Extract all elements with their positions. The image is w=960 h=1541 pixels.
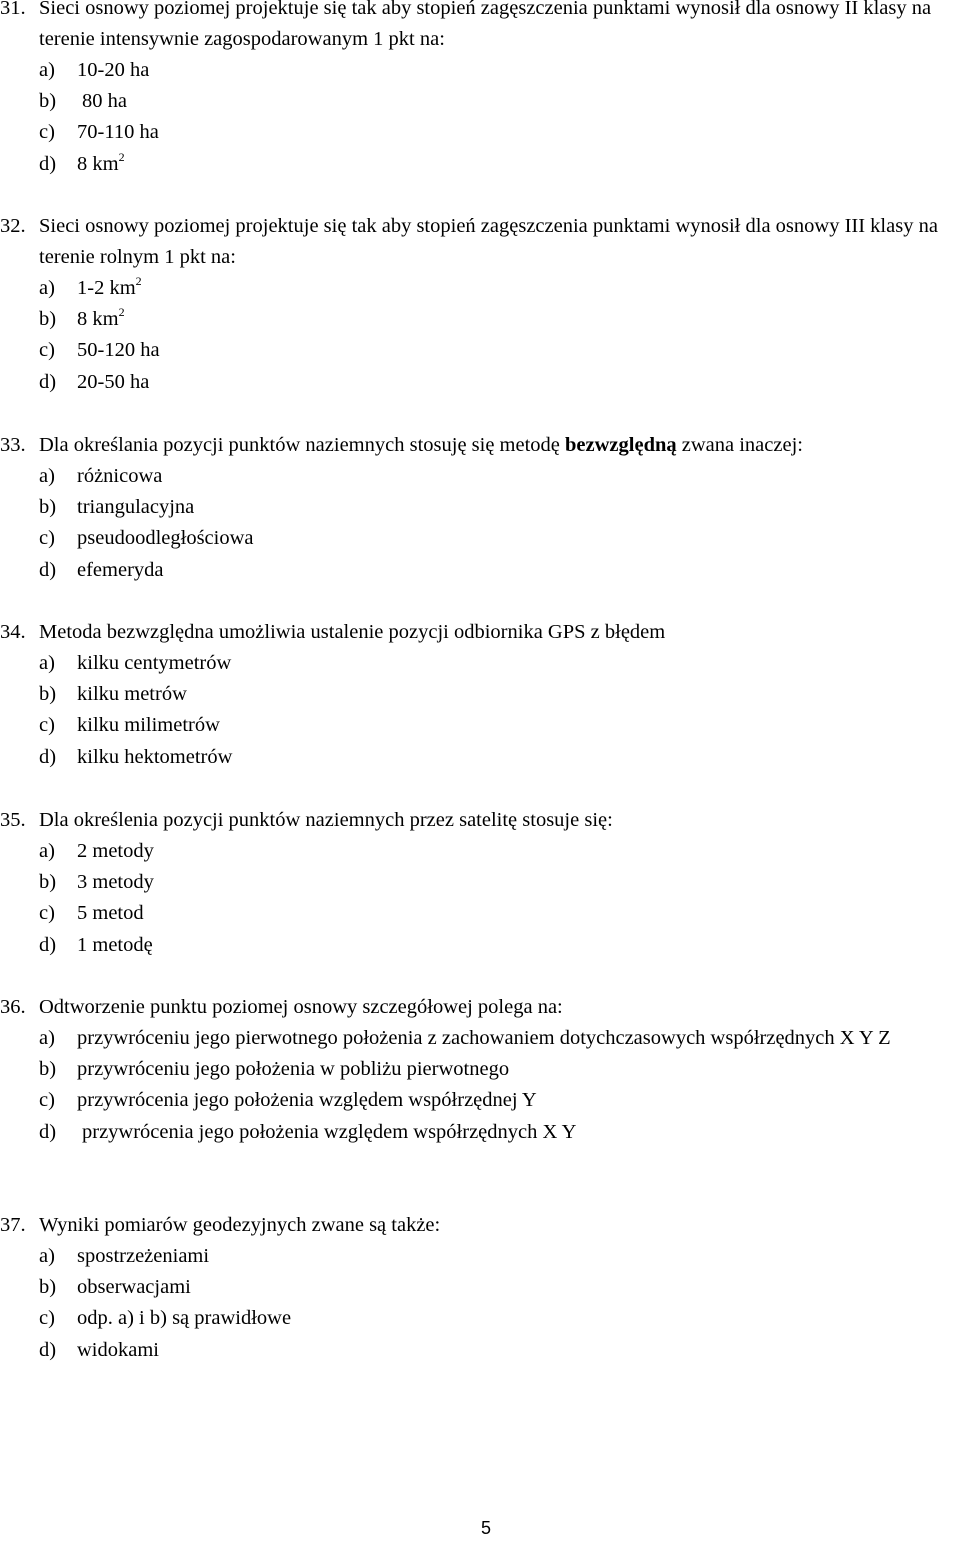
option-letter: d) bbox=[39, 933, 57, 956]
answer-options bbox=[0, 648, 960, 773]
question-number: 35. bbox=[0, 809, 26, 831]
option-text: widokami bbox=[77, 1338, 159, 1361]
option-a bbox=[0, 55, 960, 86]
question-number: 37. bbox=[0, 1214, 26, 1236]
option-letter: c) bbox=[39, 121, 55, 144]
question-35 bbox=[0, 805, 960, 961]
option-c bbox=[0, 335, 960, 366]
option-text: 10-20 ha bbox=[77, 59, 150, 81]
question-text: Wyniki pomiarów geodezyjnych zwane są także: bbox=[39, 1214, 441, 1236]
option-b bbox=[0, 1054, 960, 1085]
option-c bbox=[0, 523, 960, 554]
option-letter: b) bbox=[39, 496, 57, 519]
option-letter: d) bbox=[39, 745, 57, 768]
option-c bbox=[0, 898, 960, 929]
option-letter: c) bbox=[39, 527, 55, 550]
option-letter: c) bbox=[39, 714, 55, 737]
question-number: 36. bbox=[0, 996, 26, 1018]
option-letter: d) bbox=[39, 558, 57, 581]
option-b bbox=[0, 304, 960, 335]
answer-options bbox=[0, 461, 960, 586]
option-letter: d) bbox=[39, 1338, 57, 1361]
option-text: 8 km bbox=[77, 308, 119, 331]
question-number: 31. bbox=[0, 0, 26, 19]
option-text: efemeryda bbox=[77, 558, 164, 581]
option-d bbox=[0, 930, 960, 961]
option-b bbox=[0, 86, 960, 117]
option-letter: b) bbox=[39, 1058, 57, 1081]
option-b bbox=[0, 492, 960, 523]
option-text: kilku centymetrów bbox=[77, 652, 232, 674]
question-text: Metoda bezwzględna umożliwia ustalenie pozycji odbiornika GPS z błędem bbox=[39, 621, 666, 643]
question-34 bbox=[0, 617, 960, 773]
option-letter: c) bbox=[39, 1307, 55, 1330]
answer-options bbox=[0, 836, 960, 961]
option-letter: a) bbox=[39, 59, 55, 81]
option-d bbox=[0, 1117, 960, 1148]
option-letter: b) bbox=[39, 683, 57, 706]
option-text: 1 metodę bbox=[77, 933, 153, 956]
answer-options bbox=[0, 1241, 960, 1366]
option-letter: c) bbox=[39, 339, 55, 362]
option-letter: a) bbox=[39, 277, 55, 299]
superscript: 2 bbox=[135, 274, 142, 288]
option-letter: b) bbox=[39, 90, 57, 113]
option-letter: a) bbox=[39, 1027, 55, 1049]
option-text: kilku hektometrów bbox=[77, 745, 233, 768]
superscript: 2 bbox=[118, 149, 125, 164]
option-text: 70-110 ha bbox=[77, 121, 159, 144]
option-a bbox=[0, 461, 960, 492]
question-32 bbox=[0, 211, 960, 398]
emphasized-term: bezwzględną bbox=[565, 434, 677, 456]
option-text: 5 metod bbox=[77, 902, 144, 925]
option-text: 8 km bbox=[77, 152, 119, 175]
superscript: 2 bbox=[118, 305, 125, 320]
question-31 bbox=[0, 0, 960, 180]
question-36 bbox=[0, 992, 960, 1148]
option-text: obserwacjami bbox=[77, 1276, 191, 1299]
answer-options bbox=[0, 1023, 960, 1148]
option-letter: a) bbox=[39, 465, 55, 487]
option-text: pseudoodległościowa bbox=[77, 527, 254, 550]
option-letter: a) bbox=[39, 840, 55, 862]
option-letter: a) bbox=[39, 652, 55, 674]
option-d bbox=[0, 149, 960, 180]
question-text: Sieci osnowy poziomej projektuje się tak aby stopień zagęszczenia punktami wynosił dla osnowy III klasy na terenie rolnym 1 pkt na: bbox=[39, 215, 938, 268]
answer-options bbox=[0, 55, 960, 180]
option-text: 1-2 km bbox=[77, 277, 136, 299]
option-letter: d) bbox=[39, 370, 57, 393]
option-text: 20-50 ha bbox=[77, 370, 150, 393]
option-text: 2 metody bbox=[77, 840, 154, 862]
option-b bbox=[0, 867, 960, 898]
option-b bbox=[0, 1272, 960, 1303]
option-text: triangulacyjna bbox=[77, 496, 195, 519]
question-number: 33. bbox=[0, 434, 26, 456]
option-text: kilku metrów bbox=[77, 683, 187, 706]
option-c bbox=[0, 1085, 960, 1116]
option-a bbox=[0, 1023, 960, 1054]
option-letter: b) bbox=[39, 871, 57, 894]
option-c bbox=[0, 710, 960, 741]
question-text: Odtworzenie punktu poziomej osnowy szczegółowej polega na: bbox=[39, 996, 563, 1018]
option-a bbox=[0, 1241, 960, 1272]
option-text: 80 ha bbox=[82, 90, 127, 113]
option-d bbox=[0, 1335, 960, 1366]
option-letter: b) bbox=[39, 1276, 57, 1299]
option-text: 50-120 ha bbox=[77, 339, 160, 362]
question-text: Dla określania pozycji punktów naziemnych stosuję się metodę bbox=[39, 434, 566, 456]
option-text: przywróceniu jego pierwotnego położenia z zachowaniem dotychczasowych współrzędnych X Y Z bbox=[77, 1027, 891, 1049]
question-text: Dla określenia pozycji punktów naziemnych przez satelitę stosuje się: bbox=[39, 809, 613, 831]
option-letter: d) bbox=[39, 1120, 57, 1143]
option-text: spostrzeżeniami bbox=[77, 1245, 210, 1267]
question-number: 32. bbox=[0, 215, 26, 237]
option-letter: c) bbox=[39, 1089, 55, 1112]
option-d bbox=[0, 367, 960, 398]
option-text: różnicowa bbox=[77, 465, 163, 487]
option-letter: d) bbox=[39, 152, 57, 175]
option-text: kilku milimetrów bbox=[77, 714, 220, 737]
option-text: odp. a) i b) są prawidłowe bbox=[77, 1307, 292, 1330]
option-d bbox=[0, 742, 960, 773]
option-b bbox=[0, 679, 960, 710]
option-letter: c) bbox=[39, 902, 55, 925]
option-c bbox=[0, 1303, 960, 1334]
option-a bbox=[0, 648, 960, 679]
answer-options bbox=[0, 273, 960, 398]
option-text: przywróceniu jego położenia w pobliżu pierwotnego bbox=[77, 1058, 510, 1081]
option-letter: b) bbox=[39, 308, 57, 331]
page-number: 5 bbox=[480, 1518, 491, 1538]
question-number: 34. bbox=[0, 621, 26, 643]
question-text: Sieci osnowy poziomej projektuje się tak aby stopień zagęszczenia punktami wynosił dla osnowy II klasy na terenie intensywnie zagospodarowanym 1 pkt na: bbox=[39, 0, 932, 50]
question-text-end: zwana inaczej: bbox=[676, 434, 803, 456]
option-text: 3 metody bbox=[77, 871, 154, 894]
option-letter: a) bbox=[39, 1245, 55, 1267]
option-d bbox=[0, 555, 960, 586]
option-c bbox=[0, 117, 960, 148]
option-a bbox=[0, 836, 960, 867]
option-text: przywrócenia jego położenia względem współrzędnej Y bbox=[77, 1089, 537, 1112]
question-37 bbox=[0, 1210, 960, 1366]
option-text: przywrócenia jego położenia względem współrzędnych X Y bbox=[82, 1120, 577, 1143]
question-33 bbox=[0, 430, 960, 586]
option-a bbox=[0, 273, 960, 304]
